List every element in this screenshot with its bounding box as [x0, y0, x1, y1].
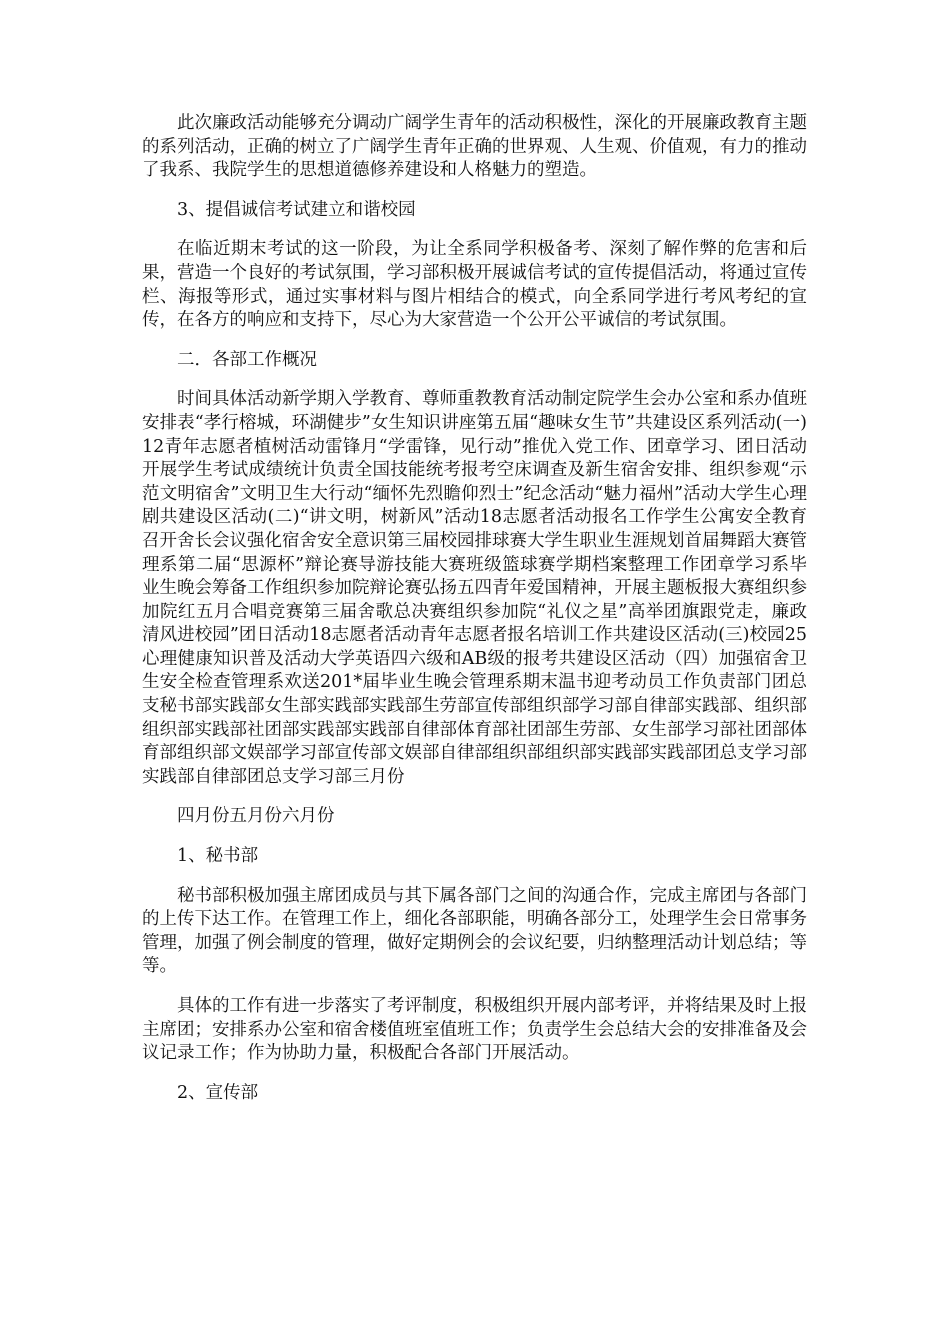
heading-months: 四月份五月份六月份 — [177, 806, 335, 827]
paragraph-activity-schedule: 时间具体活动新学期入学教育、尊师重教教育活动制定院学生会办公室和系办值班安排表“孝行榕城，环湖健步”女生知识讲座第五届“趣味女生节”共建设区系列活动(一)12青年志愿者植树活动雷锋月“学雷锋，见行动”推优入党工作、团章学习、团日活动开展学生考试成绩统计负责全国技能统考报考空床调查及新生宿舍安排、组织参观“示范文明宿舍”文明卫生大行动“缅怀先烈瞻仰烈士”纪念活动“魅力福州”活动大学生心理剧共建设区活动(二)“讲文明，树新风”活动18志愿者活动报名工作学生公寓安全教育召开舍长会议强化宿舍安全意识第三届校园排球赛大学生职业生涯规划首届舞蹈大赛管理系第二届“思源杯”辩论赛导游技能大赛班级篮球赛学期档案整理工作团章学习系毕业生晚会筹备工作组织参加院辩论赛弘扬五四青年爱国精神，开展主题板报大赛组织参加院红五月合唱竞赛第三届舍歌总决赛组织参加院“礼仪之星”高举团旗跟党走，廉政清风进校园”团日活动18志愿者活动青年志愿者报名培训工作共建设区活动(三)校园25心理健康知识普及活动大学英语四六级和AB级的报考共建设区活动（四）加强宿舍卫生安全检查管理系欢送201*届毕业生晚会管理系期末温书迎考动员工作负责部门团总支秘书部实践部女生部实践部实践部生劳部宣传部组织部学习部自律部实践部、组织部组织部实践部社团部实践部实践部自律部体育部社团部生劳部、女生部学习部社团部体育部组织部文娱部学习部宣传部文娱部自律部组织部组织部实践部实践部团总支学习部实践部自律部团总支学习部三月份 — [142, 389, 807, 787]
paragraph-honest-exam: 在临近期末考试的这一阶段，为让全系同学积极备考、深刻了解作弊的危害和后果，营造一个良好的考试氛围，学习部积极开展诚信考试的宣传提倡活动，将通过宣传栏、海报等形式，通过实事材料与图片相结合的模式，向全系同学进行考风考纪的宣传，在各方的响应和支持下，尽心为大家营造一个公开公平诚信的考试氛围。 — [142, 239, 807, 331]
paragraph-secretariat-details: 具体的工作有进一步落实了考评制度，积极组织开展内部考评，并将结果及时上报主席团；安排系办公室和宿舍楼值班室值班工作；负责学生会总结大会的安排准备及会议记录工作；作为协助力量，积极配合各部门开展活动。 — [142, 996, 807, 1064]
document-body — [142, 112, 807, 1121]
heading-department-overview: 二．各部工作概况 — [177, 349, 317, 370]
paragraph-secretariat-overview: 秘书部积极加强主席团成员与其下属各部门之间的沟通合作，完成主席团与各部门的上传下达工作。在管理工作上，细化各部职能，明确各部分工，处理学生会日常事务管理，加强了例会制度的管理，做好定期例会的会议纪要，归纳整理活动计划总结；等等。 — [142, 885, 807, 977]
heading-secretariat: 1、秘书部 — [177, 846, 259, 867]
heading-publicity: 2、宣传部 — [177, 1082, 259, 1103]
heading-honest-exam: 3、提倡诚信考试建立和谐校园 — [177, 199, 416, 220]
paragraph-anticorruption-summary: 此次廉政活动能够充分调动广阔学生青年的活动积极性，深化的开展廉政教育主题的系列活动，正确的树立了广阔学生青年正确的世界观、人生观、价值观，有力的推动了我系、我院学生的思想道德修养建设和人格魅力的塑造。 — [142, 113, 807, 181]
